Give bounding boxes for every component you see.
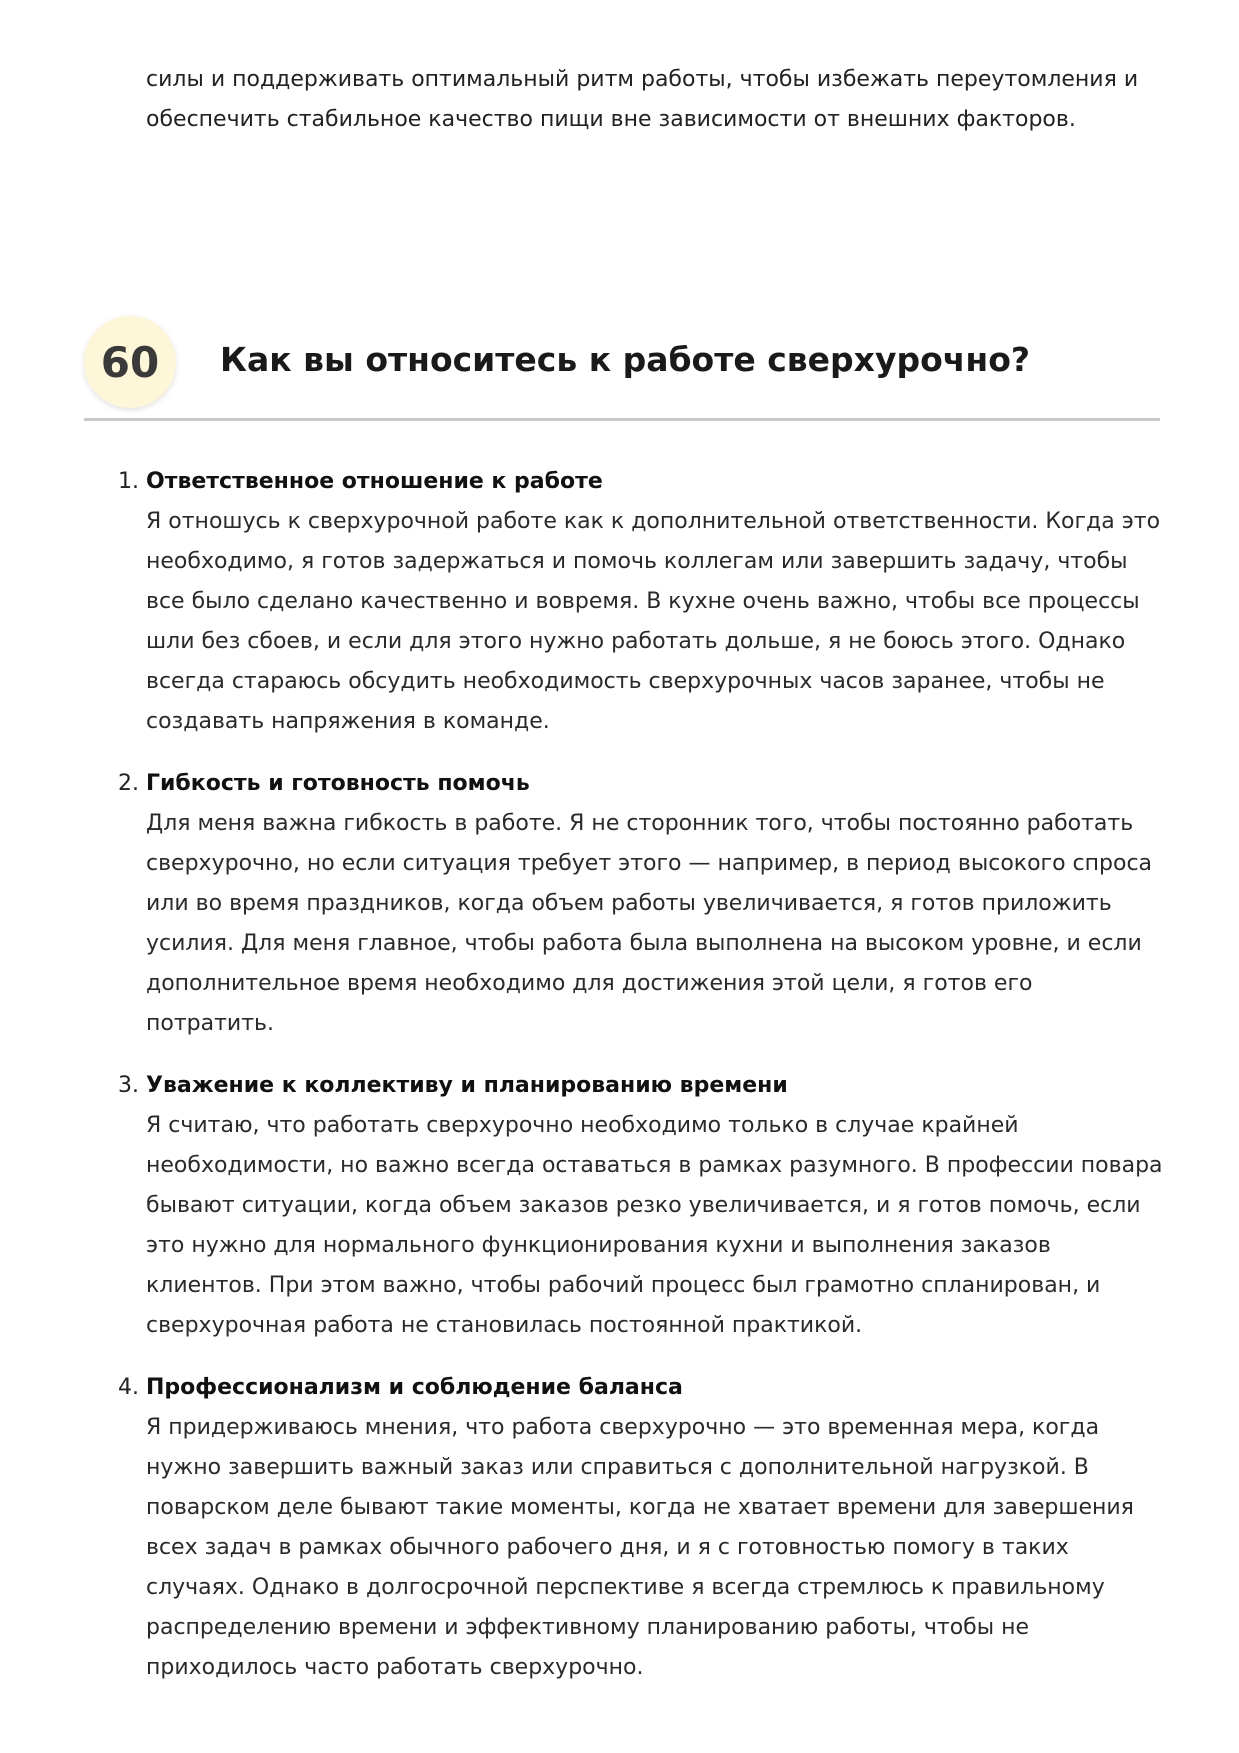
answer-number: 4. bbox=[118, 1375, 139, 1400]
answer-number: 2. bbox=[118, 771, 139, 796]
answer-item bbox=[118, 462, 1166, 742]
answer-item bbox=[118, 1066, 1166, 1346]
question-title: Как вы относитесь к работе сверхурочно? bbox=[220, 340, 1031, 379]
answer-heading: Гибкость и готовность помочь bbox=[146, 771, 530, 796]
answer-heading: Уважение к коллективу и планированию времени bbox=[146, 1073, 788, 1098]
answer-body: Я считаю, что работать сверхурочно необходимо только в случае крайней необходимости, но важно всегда оставаться в рамках разумного. В профессии повара бывают ситуации, когда объем заказов резко увеличивается, и я готов помочь, если это нужно для нормального функционирования кухни и выполнения заказов клиентов. При этом важно, чтобы рабочий процесс был грамотно спланирован, и сверхурочная работа не становилась постоянной практикой. bbox=[146, 1113, 1163, 1338]
answer-body: Я придерживаюсь мнения, что работа сверхурочно — это временная мера, когда нужно завершить важный заказ или справиться с дополнительной нагрузкой. В поварском деле бывают такие моменты, когда не хватает времени для завершения всех задач в рамках обычного рабочего дня, и я с готовностью помогу в таких случаях. Однако в долгосрочной перспективе я всегда стремлюсь к правильному распределению времени и эффективному планированию работы, чтобы не приходилось часто работать сверхурочно. bbox=[146, 1415, 1134, 1680]
answer-list bbox=[118, 462, 1166, 1710]
answer-item bbox=[118, 1368, 1166, 1688]
header-divider bbox=[84, 418, 1160, 421]
answer-heading: Профессионализм и соблюдение баланса bbox=[146, 1375, 683, 1400]
answer-body: Я отношусь к сверхурочной работе как к дополнительной ответственности. Когда это необходимо, я готов задержаться и помочь коллегам или завершить задачу, чтобы все было сделано качественно и вовремя. В кухне очень важно, чтобы все процессы шли без сбоев, и если для этого нужно работать дольше, я не боюсь этого. Однако всегда стараюсь обсудить необходимость сверхурочных часов заранее, чтобы не создавать напряжения в команде. bbox=[146, 509, 1161, 734]
answer-number: 1. bbox=[118, 469, 139, 494]
answer-body: Для меня важна гибкость в работе. Я не сторонник того, чтобы постоянно работать сверхурочно, но если ситуация требует этого — например, в период высокого спроса или во время праздников, когда объем работы увеличивается, я готов приложить усилия. Для меня главное, чтобы работа была выполнена на высоком уровне, и если дополнительное время необходимо для достижения этой цели, я готов его потратить. bbox=[146, 811, 1153, 1036]
question-header bbox=[84, 310, 1160, 420]
question-number-badge: 60 bbox=[84, 316, 176, 408]
answer-number: 3. bbox=[118, 1073, 139, 1098]
previous-answer-continuation: силы и поддерживать оптимальный ритм работы, чтобы избежать переутомления и обеспечить стабильное качество пищи вне зависимости от внешних факторов. bbox=[146, 67, 1139, 132]
answer-item bbox=[118, 764, 1166, 1044]
answer-heading: Ответственное отношение к работе bbox=[146, 469, 603, 494]
